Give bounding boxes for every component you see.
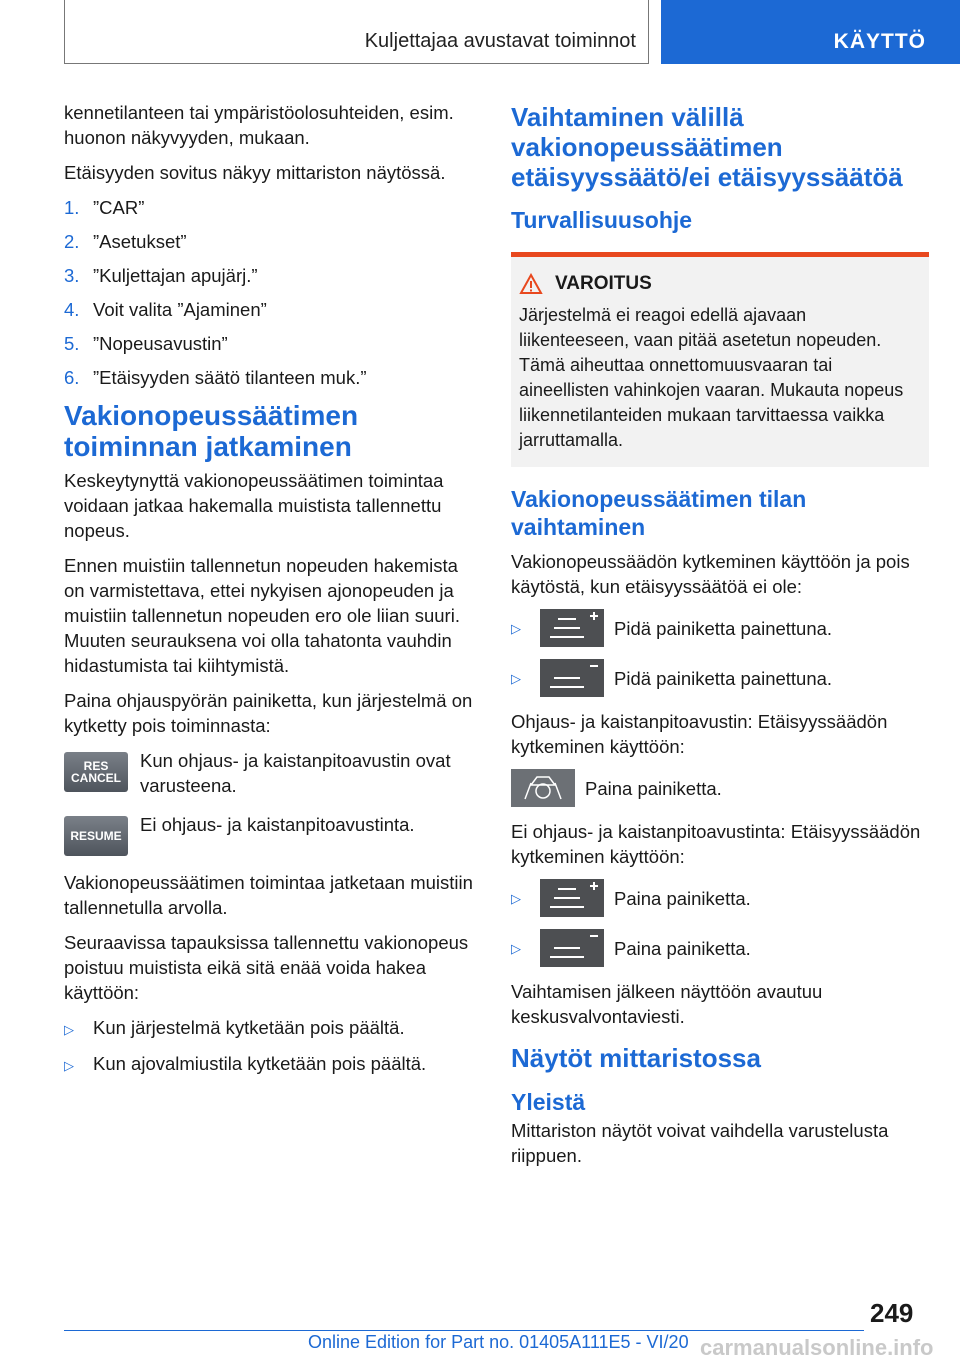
- step-text: ”CAR”: [93, 197, 145, 218]
- warning-box: [511, 252, 929, 467]
- paragraph: Vakionopeussäätimen toimintaa jatketaan muistiin tallennetulla arvolla.: [64, 872, 473, 918]
- steering-assist-button-icon: [511, 769, 575, 807]
- triangle-bullet-icon: ▷: [511, 891, 521, 906]
- paragraph: Ei ohjaus- ja kaistanpitoavustinta: Etäisyyssäädön kytkeminen käyttöön:: [511, 821, 921, 867]
- left-column: [64, 100, 482, 1088]
- paragraph: Mittariston näytöt voivat vaihdella varustelusta riippuen.: [511, 1120, 889, 1166]
- list-item: [64, 365, 482, 390]
- chapter-tab[interactable]: KÄYTTÖ: [661, 0, 960, 64]
- instruction-row: ▷ Pidä painiketta painettuna.: [511, 609, 929, 647]
- heading-safety: Turvallisuusohje: [511, 207, 693, 233]
- triangle-bullet-icon: ▷: [64, 1058, 74, 1073]
- list-item: [64, 195, 482, 220]
- heading-switch: Vaihtaminen välillä vakionopeussäätimen etäisyyssäätö/ei etäisyyssäätöä: [511, 102, 903, 192]
- heading-displays: Näytöt mittaristossa: [511, 1043, 761, 1073]
- paragraph: Etäisyyden sovitus näkyy mittariston näytössä.: [64, 162, 446, 183]
- paragraph: Vaihtamisen jälkeen näyttöön avautuu keskusvalvontaviesti.: [511, 981, 823, 1027]
- step-number: 6.: [64, 367, 80, 388]
- distance-plus-button-icon: [540, 609, 604, 647]
- list-item: ▷ Kun ajovalmiustila kytketään pois päältä.: [64, 1051, 482, 1078]
- page-number: 249: [870, 1298, 914, 1328]
- paragraph: Keskeytynyttä vakionopeussäätimen toimintaa voidaan jatkaa hakemalla muistista tallennettu nopeus.: [64, 470, 444, 541]
- step-text: ”Etäisyyden säätö tilanteen muk.”: [93, 367, 367, 388]
- triangle-bullet-icon: ▷: [511, 941, 521, 956]
- instruction-row: ▷ Paina painiketta.: [511, 879, 929, 917]
- warning-title: VAROITUS: [519, 273, 921, 295]
- list-item: [64, 297, 482, 322]
- step-number: 1.: [64, 197, 80, 218]
- paragraph: Ennen muistiin tallennetun nopeuden hakemista on varmistettava, ettei nykyisen ajonopeuden ja muistiin tallennetun nopeuden ero ole liian suuri. Muuten seurauksena voi olla tahatonta vauhdin hidastumista tai kiihtymistä.: [64, 555, 460, 676]
- right-column: [511, 100, 929, 1178]
- button-description: Kun ohjaus- ja kaistanpitoavustin ovat varusteena.: [140, 750, 451, 796]
- heading-state: Vakionopeussäätimen tilan vaihtaminen: [511, 486, 807, 540]
- step-text: ”Nopeusavustin”: [93, 333, 228, 354]
- step-number: 4.: [64, 299, 80, 320]
- step-text: ”Kuljettajan apujärj.”: [93, 265, 258, 286]
- step-number: 2.: [64, 231, 80, 252]
- button-row: [64, 812, 482, 856]
- bullet-list: [64, 1015, 482, 1078]
- distance-plus-button-icon: [540, 879, 604, 917]
- watermark: carmanualsonline.info: [700, 1335, 934, 1360]
- instruction-row: ▷ Paina painiketta.: [511, 929, 929, 967]
- instruction-row: Paina painiketta.: [511, 769, 929, 807]
- page-header: [0, 0, 960, 66]
- heading-general: Yleistä: [511, 1089, 586, 1115]
- distance-minus-button-icon: [540, 659, 604, 697]
- warning-triangle-icon: [519, 273, 555, 295]
- step-number: 3.: [64, 265, 80, 286]
- paragraph: Seuraavissa tapauksissa tallennettu vakionopeus poistuu muistista eikä sitä enää voida hakea käyttöön:: [64, 932, 469, 1003]
- list-item: [64, 331, 482, 356]
- paragraph: kennetilanteen tai ympäristöolosuhteiden, esim. huonon näkyvyyden, mukaan.: [64, 102, 454, 148]
- step-text: ”Asetukset”: [93, 231, 187, 252]
- step-number: 5.: [64, 333, 80, 354]
- paragraph: Paina ohjauspyörän painiketta, kun järjestelmä on kytketty pois toiminnasta:: [64, 690, 473, 736]
- triangle-bullet-icon: ▷: [511, 671, 521, 686]
- res-cancel-button-icon: RES CANCEL: [64, 752, 128, 792]
- paragraph: Ohjaus- ja kaistanpitoavustin: Etäisyyssäädön kytkeminen käyttöön:: [511, 711, 888, 757]
- menu-steps: [64, 195, 482, 390]
- button-description: Ei ohjaus- ja kaistanpitoavustinta.: [140, 814, 415, 835]
- paragraph: Vakionopeussäädön kytkeminen käyttöön ja pois käytöstä, kun etäisyyssäätöä ei ole:: [511, 551, 910, 597]
- list-item: [64, 263, 482, 288]
- button-row: [64, 748, 482, 798]
- heading-resume: Vakionopeussäätimen toiminnan jatkaminen: [64, 400, 359, 462]
- triangle-bullet-icon: ▷: [64, 1022, 74, 1037]
- instruction-row: ▷ Pidä painiketta painettuna.: [511, 659, 929, 697]
- resume-button-icon: RESUME: [64, 816, 128, 856]
- list-item: [64, 229, 482, 254]
- step-text: Voit valita ”Ajaminen”: [93, 299, 267, 320]
- footer-divider: [64, 1330, 864, 1331]
- list-item: ▷ Kun järjestelmä kytketään pois päältä.: [64, 1015, 482, 1042]
- triangle-bullet-icon: ▷: [511, 621, 521, 636]
- section-title: Kuljettajaa avustavat toiminnot: [64, 0, 649, 64]
- edition-text: Online Edition for Part no. 01405A111E5 - VI/20: [308, 1332, 689, 1352]
- warning-text: Järjestelmä ei reagoi edellä ajavaan liikenteeseen, vaan pitää asetetun nopeuden. Tämä aiheuttaa onnettomuusvaaran tai aineellisten vahinkojen vaaran. Mukauta nopeus liikennetilanteiden mukaan tarvittaessa vaikka jarruttamalla.: [519, 305, 904, 450]
- distance-minus-button-icon: [540, 929, 604, 967]
